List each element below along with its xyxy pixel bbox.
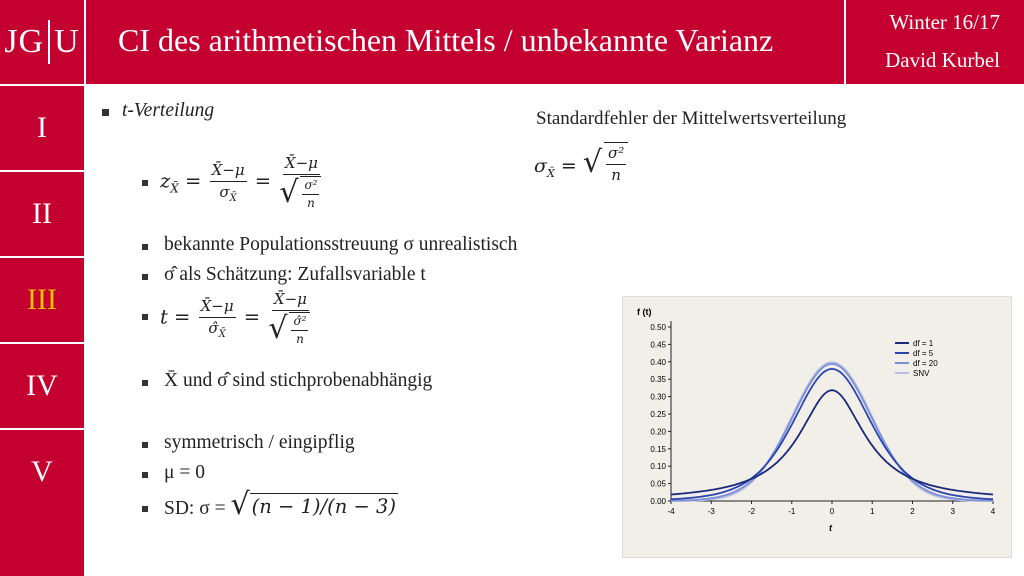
t-formula: t = $\frac{X̄-\mu}{\sigmâ_{X̄}}$ = X̄−μ √ $\frac{\text{σ̂²}}{n}$ (160, 290, 314, 346)
legend-label: SNV (913, 369, 930, 378)
sqrt-icon: √ (268, 311, 288, 346)
bullet-marker (102, 109, 109, 116)
y-tick-label: 0.10 (650, 462, 666, 472)
z-fraction-2 (279, 154, 323, 210)
z-num-2: X̄−μ (283, 154, 320, 175)
z-den-2-num: σ² (302, 178, 319, 195)
author-label: David Kurbel (885, 48, 1000, 72)
university-logo (0, 0, 84, 84)
series-line-SNV (671, 362, 993, 501)
semester-label: Winter 16/17 (889, 10, 1000, 34)
t-den-1-sub: X̄ (218, 328, 226, 340)
se-lhs-sub: X̄ (546, 166, 555, 180)
sd-formula (164, 487, 398, 522)
y-tick-label: 0.25 (650, 410, 666, 419)
symmetric-text: symmetrisch / eingipflig (164, 432, 355, 453)
z-sub: X̄ (170, 181, 179, 196)
y-tick-label: 0.35 (650, 375, 666, 385)
se-lhs: σ (534, 155, 547, 177)
se-num: σ² (606, 144, 626, 165)
z-num-1: X̄−μ (210, 161, 247, 182)
z-fraction-1 (210, 161, 247, 204)
bullet-marker (142, 244, 148, 250)
x-tick-label: 4 (990, 507, 996, 516)
bullet-marker (142, 180, 148, 186)
slide-title: CI des arithmetischen Mittels / unbekannte Varianz (118, 22, 774, 58)
t-den-1: σ̂ (208, 318, 219, 337)
nav-item-4[interactable]: IV (0, 342, 84, 427)
z-den-1-sub: X̄ (229, 192, 237, 204)
legend-label: df = 1 (913, 339, 934, 348)
z-den-2-den: n (307, 196, 315, 210)
nav-item-2[interactable]: II (0, 170, 84, 255)
t-den-2-den: n (296, 332, 304, 346)
y-tick-label: 0.15 (650, 444, 666, 454)
nav-item-5[interactable]: V (0, 428, 84, 513)
x-axis-title: t (829, 523, 832, 533)
sd-label: SD: σ = (164, 498, 231, 519)
standard-error-formula: $\sigma_{X̄}$ = √ $\frac{\text{σ²}}{n}$ (534, 142, 630, 184)
chart-svg (623, 297, 1011, 557)
y-tick-label: 0.50 (650, 323, 666, 332)
bullet-marker (142, 472, 148, 478)
sidebar (0, 0, 84, 576)
bullet-marker (142, 314, 148, 320)
t-num-1: X̄−μ (199, 297, 236, 318)
sqrt-icon: √ (582, 145, 602, 180)
sample-dependent-text: X̄ und σ̂ sind stichprobenabhängig (164, 370, 433, 391)
nav-item-1[interactable]: I (0, 84, 84, 169)
y-tick-label: 0.30 (650, 392, 666, 402)
series-line-df-20 (671, 364, 993, 501)
y-tick-label: 0.05 (650, 479, 666, 489)
x-tick-label: -2 (747, 507, 756, 516)
z-lhs: z (160, 169, 171, 193)
legend-label: df = 5 (913, 349, 934, 358)
series-line-df-5 (671, 369, 993, 499)
logo-right: U (54, 23, 80, 60)
y-tick-label: 0.20 (650, 427, 666, 437)
t-fraction-2 (268, 290, 312, 346)
t-lhs: t (160, 305, 168, 329)
bullet-marker (142, 380, 148, 386)
nav-item-3[interactable]: III (0, 256, 84, 341)
sqrt-icon: √ (230, 487, 250, 522)
x-tick-label: 2 (910, 507, 915, 516)
x-tick-label: 1 (870, 507, 875, 516)
mu-text: μ = 0 (164, 462, 205, 483)
standard-error-title: Standardfehler der Mittelwertsverteilung (536, 108, 847, 129)
y-axis-title: f (t) (637, 307, 652, 317)
meta-divider (844, 0, 846, 84)
sqrt-icon: √ (279, 175, 299, 210)
z-formula: $z_{X̄}$ = $\frac{X̄-\mu}{\sigma_{X̄}}$ = X̄−μ √ $\frac{\text{σ²}}{n}$ (160, 154, 325, 210)
y-tick-label: 0.00 (650, 497, 666, 506)
estimate-text: σ̂ als Schätzung: Zufallsvariable t (164, 264, 426, 285)
logo-left: JG (4, 23, 45, 60)
x-tick-label: 3 (950, 507, 955, 516)
legend-label: df = 20 (913, 359, 938, 368)
bullet-marker (142, 506, 148, 512)
title-bar (84, 0, 1024, 84)
logo-separator (48, 20, 50, 64)
bullet-marker (142, 274, 148, 280)
t-num-2: X̄−μ (272, 290, 309, 311)
series-line-df-1 (671, 390, 993, 494)
y-tick-label: 0.40 (650, 357, 666, 367)
t-distribution-chart (622, 296, 1012, 558)
x-tick-label: -4 (667, 507, 675, 516)
x-tick-label: -3 (707, 507, 715, 516)
se-den: n (611, 166, 621, 184)
x-tick-label: -1 (788, 507, 796, 516)
sd-expression: (n − 1)/(n − 3) (251, 494, 397, 518)
known-sd-text: bekannte Populationsstreuung σ unrealistisch (164, 234, 518, 255)
x-tick-label: 0 (829, 507, 835, 516)
y-tick-label: 0.45 (650, 340, 666, 350)
t-fraction-1 (199, 297, 236, 340)
bullet-marker (142, 442, 148, 448)
t-distribution-heading: t-Verteilung (122, 100, 215, 121)
z-den-1: σ (219, 182, 230, 201)
t-den-2-num: σ̂² (291, 314, 308, 331)
